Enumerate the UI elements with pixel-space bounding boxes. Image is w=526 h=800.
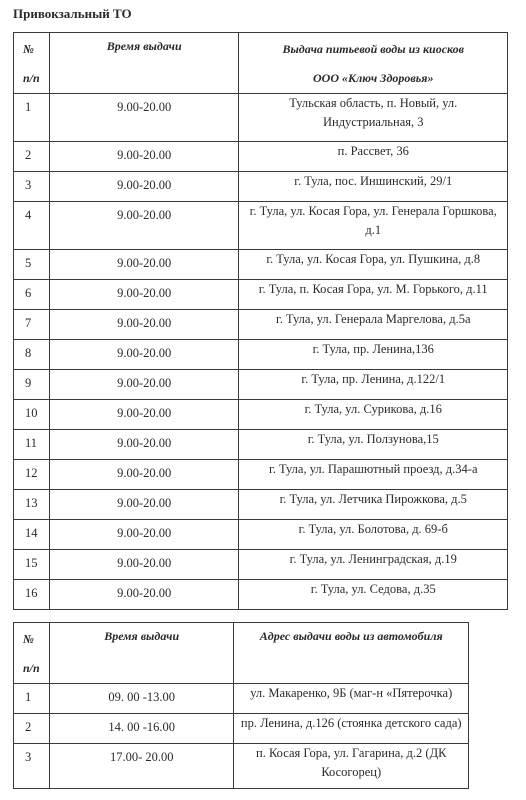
row-number: 10 bbox=[14, 400, 50, 430]
row-number: 7 bbox=[14, 310, 50, 340]
header-number bbox=[14, 623, 50, 684]
row-number: 16 bbox=[14, 580, 50, 610]
header-number-abbr: п/п bbox=[23, 661, 40, 675]
row-time: 9.00-20.00 bbox=[49, 400, 239, 430]
row-time: 14. 00 -16.00 bbox=[49, 714, 234, 744]
table-row bbox=[14, 370, 508, 400]
row-number: 1 bbox=[14, 684, 50, 714]
row-time: 9.00-20.00 bbox=[49, 280, 239, 310]
header-address-line1: Выдача питьевой воды из киосков bbox=[282, 42, 465, 56]
row-number: 3 bbox=[14, 172, 50, 202]
table-row bbox=[14, 94, 508, 142]
row-address: г. Тула, ул. Парашютный проезд, д.34-а bbox=[239, 460, 508, 490]
table-row bbox=[14, 460, 508, 490]
table-row bbox=[14, 340, 508, 370]
row-address: г. Тула, ул. Косая Гора, ул. Генерала Горшкова, д.1 bbox=[239, 202, 508, 250]
table-row bbox=[14, 550, 508, 580]
table-row bbox=[14, 744, 469, 789]
row-time: 9.00-20.00 bbox=[49, 202, 239, 250]
header-address: Адрес выдачи воды из автомобиля bbox=[234, 623, 469, 684]
row-time: 9.00-20.00 bbox=[49, 460, 239, 490]
header-address bbox=[239, 33, 508, 94]
table-row bbox=[14, 250, 508, 280]
row-time: 9.00-20.00 bbox=[49, 142, 239, 172]
table-row bbox=[14, 580, 508, 610]
row-address: Тульская область, п. Новый, ул. Индустриальная, 3 bbox=[239, 94, 508, 142]
table-header-row bbox=[14, 623, 469, 684]
table-row bbox=[14, 310, 508, 340]
table-row bbox=[14, 202, 508, 250]
row-address: г. Тула, ул. Генерала Маргелова, д.5а bbox=[239, 310, 508, 340]
row-address: г. Тула, п. Косая Гора, ул. М. Горького, д.11 bbox=[239, 280, 508, 310]
row-address: г. Тула, ул. Летчика Пирожкова, д.5 bbox=[239, 490, 508, 520]
kiosk-schedule-table bbox=[13, 32, 508, 610]
row-number: 3 bbox=[14, 744, 50, 789]
row-time: 9.00-20.00 bbox=[49, 580, 239, 610]
row-time: 9.00-20.00 bbox=[49, 340, 239, 370]
row-number: 15 bbox=[14, 550, 50, 580]
table-header-row bbox=[14, 33, 508, 94]
truck-schedule-table bbox=[13, 622, 469, 789]
table-row bbox=[14, 280, 508, 310]
row-time: 9.00-20.00 bbox=[49, 94, 239, 142]
row-time: 9.00-20.00 bbox=[49, 172, 239, 202]
header-number-symbol: № bbox=[23, 42, 34, 56]
table-row bbox=[14, 172, 508, 202]
row-number: 1 bbox=[14, 94, 50, 142]
table-row bbox=[14, 142, 508, 172]
row-number: 8 bbox=[14, 340, 50, 370]
row-address: г. Тула, ул. Болотова, д. 69-б bbox=[239, 520, 508, 550]
table-row bbox=[14, 490, 508, 520]
header-number bbox=[14, 33, 50, 94]
row-time: 9.00-20.00 bbox=[49, 490, 239, 520]
row-time: 9.00-20.00 bbox=[49, 250, 239, 280]
row-number: 2 bbox=[14, 714, 50, 744]
row-address: ул. Макаренко, 9Б (маг-н «Пятерочка) bbox=[234, 684, 469, 714]
header-address-line2: ООО «Ключ Здоровья» bbox=[313, 71, 434, 85]
row-number: 2 bbox=[14, 142, 50, 172]
row-time: 9.00-20.00 bbox=[49, 520, 239, 550]
row-address: г. Тула, пос. Иншинский, 29/1 bbox=[239, 172, 508, 202]
table-row bbox=[14, 684, 469, 714]
row-address: п. Косая Гора, ул. Гагарина, д.2 (ДК Косогорец) bbox=[234, 744, 469, 789]
table-row bbox=[14, 714, 469, 744]
row-address: г. Тула, ул. Косая Гора, ул. Пушкина, д.8 bbox=[239, 250, 508, 280]
row-number: 13 bbox=[14, 490, 50, 520]
row-number: 12 bbox=[14, 460, 50, 490]
header-number-symbol: № bbox=[23, 632, 34, 646]
header-time: Время выдачи bbox=[49, 623, 234, 684]
table-row bbox=[14, 430, 508, 460]
row-time: 9.00-20.00 bbox=[49, 310, 239, 340]
header-number-abbr: п/п bbox=[23, 71, 40, 85]
row-number: 9 bbox=[14, 370, 50, 400]
truck-table-body bbox=[14, 684, 469, 789]
row-number: 4 bbox=[14, 202, 50, 250]
row-address: г. Тула, пр. Ленина,136 bbox=[239, 340, 508, 370]
row-address: п. Рассвет, 36 bbox=[239, 142, 508, 172]
row-number: 14 bbox=[14, 520, 50, 550]
row-number: 11 bbox=[14, 430, 50, 460]
row-time: 17.00- 20.00 bbox=[49, 744, 234, 789]
row-time: 9.00-20.00 bbox=[49, 430, 239, 460]
row-address: пр. Ленина, д.126 (стоянка детского сада) bbox=[234, 714, 469, 744]
section-heading: Привокзальный ТО bbox=[13, 6, 132, 21]
row-number: 5 bbox=[14, 250, 50, 280]
table-row bbox=[14, 520, 508, 550]
row-time: 9.00-20.00 bbox=[49, 370, 239, 400]
row-time: 09. 00 -13.00 bbox=[49, 684, 234, 714]
row-address: г. Тула, ул. Ползунова,15 bbox=[239, 430, 508, 460]
row-number: 6 bbox=[14, 280, 50, 310]
row-address: г. Тула, ул. Сурикова, д.16 bbox=[239, 400, 508, 430]
table-row bbox=[14, 400, 508, 430]
row-time: 9.00-20.00 bbox=[49, 550, 239, 580]
header-time: Время выдачи bbox=[49, 33, 239, 94]
row-address: г. Тула, ул. Седова, д.35 bbox=[239, 580, 508, 610]
row-address: г. Тула, пр. Ленина, д.122/1 bbox=[239, 370, 508, 400]
row-address: г. Тула, ул. Ленинградская, д.19 bbox=[239, 550, 508, 580]
kiosk-table-body bbox=[14, 94, 508, 610]
